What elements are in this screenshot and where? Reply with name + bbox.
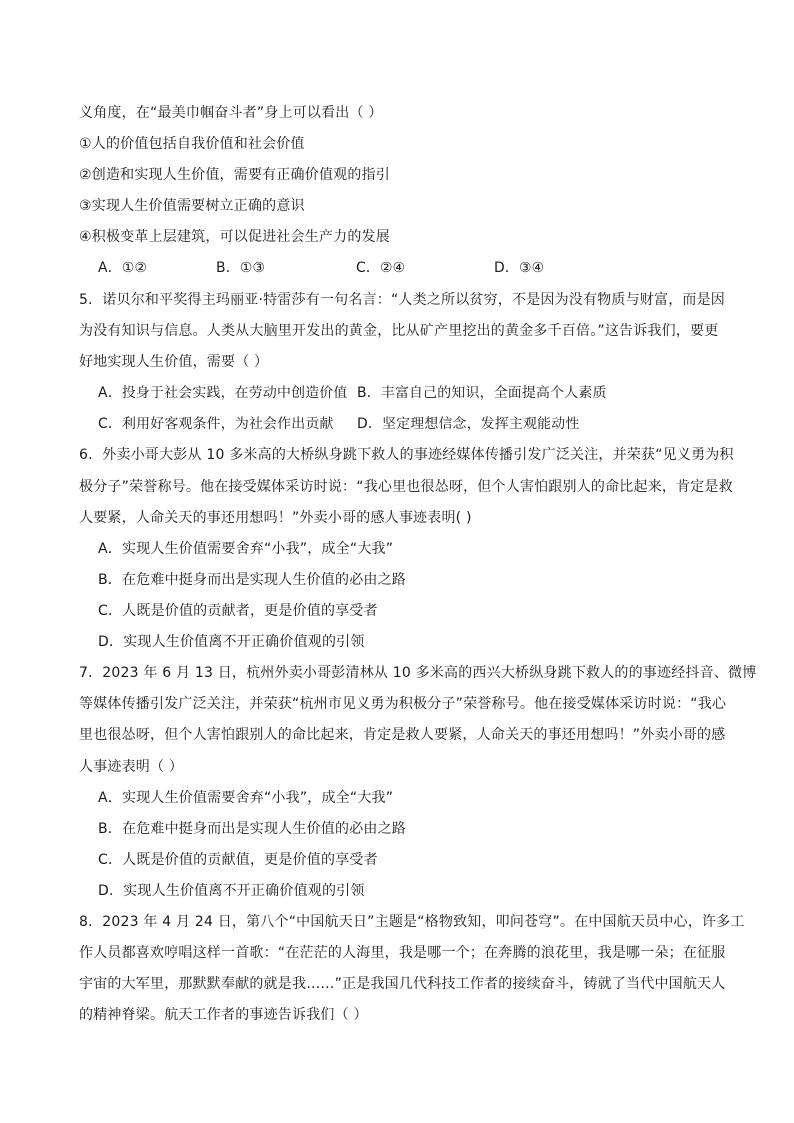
q8-stem-line-4: 的精神脊梁。航天工作者的事迹告诉我们（ ） <box>79 1007 368 1023</box>
q5-option-c[interactable]: C．利用好客观条件，为社会作出贡献 <box>98 416 334 432</box>
q7-option-c[interactable]: C．人既是价值的贡献值，更是价值的享受者 <box>98 852 378 868</box>
q5-option-d[interactable]: D．坚定理想信念，发挥主观能动性 <box>357 416 580 432</box>
q4-option-b[interactable]: B．①③ <box>216 260 266 276</box>
q8-stem-line-1: 8．2023 年 4 月 24 日，第八个“中国航天日”主题是“格物致知，叩问苍穹”。在中国航天员中心，许多工 <box>79 914 745 930</box>
q4-statement-1: ①人的价值包括自我价值和社会价值 <box>79 136 305 152</box>
q6-option-c[interactable]: C．人既是价值的贡献者，更是价值的享受者 <box>98 603 378 619</box>
q4-option-d[interactable]: D．③④ <box>494 260 545 276</box>
q4-stem-tail: 义角度，在“最美巾帼奋斗者”身上可以看出（ ） <box>79 105 383 121</box>
q8-stem-line-2: 作人员都喜欢哼唱这样一首歌：“在茫茫的人海里，我是哪一个；在奔腾的浪花里，我是哪一朵；在征服 <box>79 945 726 961</box>
q6-stem-line-3: 人要紧，人命关天的事还用想吗！”外卖小哥的感人事迹表明( ) <box>79 510 472 526</box>
q4-option-c[interactable]: C．②④ <box>356 260 406 276</box>
q4-statement-2: ②创造和实现人生价值，需要有正确价值观的指引 <box>79 167 390 183</box>
q5-option-a[interactable]: A．投身于社会实践，在劳动中创造价值 <box>98 385 348 401</box>
q5-option-b[interactable]: B．丰富自己的知识，全面提高个人素质 <box>357 385 607 401</box>
q6-stem-line-1: 6．外卖小哥大彭从 10 多米高的大桥纵身跳下救人的事迹经媒体传播引发广泛关注，并荣获“见义勇为积 <box>79 447 734 463</box>
q4-statement-3: ③实现人生价值需要树立正确的意识 <box>79 198 305 214</box>
q7-option-b[interactable]: B．在危难中挺身而出是实现人生价值的必由之路 <box>98 821 407 837</box>
q7-option-d[interactable]: D．实现人生价值离不开正确价值观的引领 <box>98 883 365 899</box>
q7-stem-line-4: 人事迹表明（ ） <box>79 759 184 775</box>
q7-stem-line-3: 里也很怂呀，但个人害怕跟别人的命比起来，肯定是救人要紧，人命关天的事还用想吗！”外卖小哥的感 <box>79 727 726 743</box>
q4-statement-4: ④积极变革上层建筑，可以促进社会生产力的发展 <box>79 229 390 245</box>
q6-option-b[interactable]: B．在危难中挺身而出是实现人生价值的必由之路 <box>98 572 407 588</box>
q5-stem-line-1: 5．诺贝尔和平奖得主玛丽亚·特雷莎有一句名言：“人类之所以贫穷，不是因为没有物质与财富，而是因 <box>79 292 726 308</box>
q4-option-a[interactable]: A．①② <box>98 260 148 276</box>
q7-stem-line-1: 7．2023 年 6 月 13 日，杭州外卖小哥彭清林从 10 多米高的西兴大桥纵身跳下救人的的事迹经抖音、微博 <box>79 665 757 681</box>
q5-stem-line-3: 好地实现人生价值，需要（ ） <box>79 354 269 370</box>
q7-option-a[interactable]: A．实现人生价值需要舍弃“小我”，成全“大我” <box>98 790 394 806</box>
q6-option-d[interactable]: D．实现人生价值离不开正确价值观的引领 <box>98 634 365 650</box>
q7-stem-line-2: 等媒体传播引发广泛关注，并荣获“杭州市见义勇为积极分子”荣誉称号。他在接受媒体采访时说：“我心 <box>79 696 727 712</box>
q5-stem-line-2: 为没有知识与信息。人类从大脑里开发出的黄金，比从矿产里挖出的黄金多千百倍。”这告诉我们，要更 <box>79 323 719 339</box>
q6-stem-line-2: 极分子”荣誉称号。他在接受媒体采访时说：“我心里也很怂呀，但个人害怕跟别人的命比起来，肯定是救 <box>79 479 733 495</box>
q8-stem-line-3: 宇宙的大军里，那默默奉献的就是我……”正是我国几代科技工作者的接续奋斗，铸就了当代中国航天人 <box>79 976 726 992</box>
q6-option-a[interactable]: A．实现人生价值需要舍弃“小我”，成全“大我” <box>98 541 394 557</box>
